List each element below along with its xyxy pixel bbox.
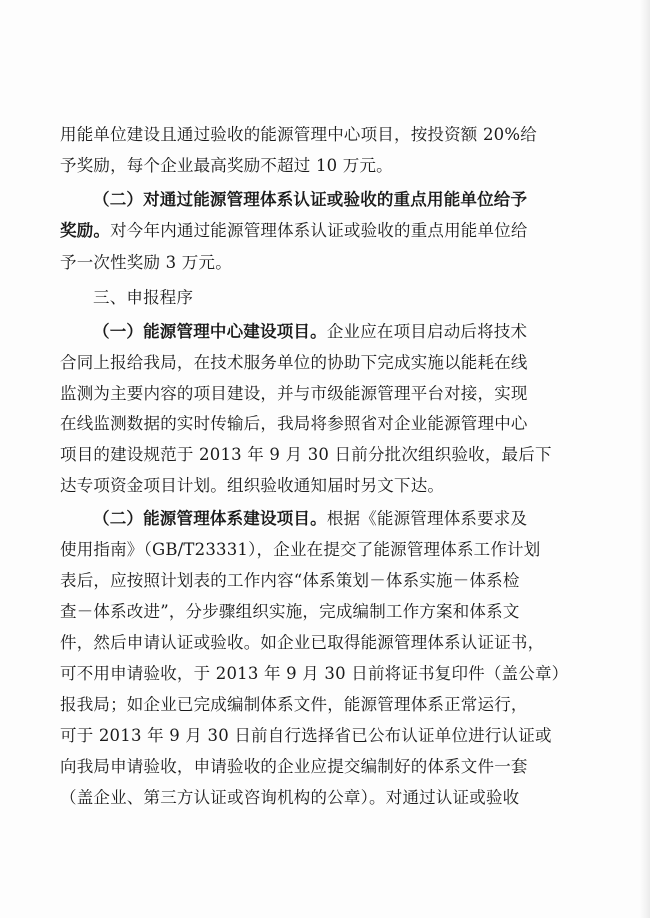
text-line: 向我局申请验收，申请验收的企业应提交编制好的体系文件一套	[60, 757, 528, 776]
section-heading-line	[93, 509, 590, 531]
text-line: 表后，应按照计划表的工作内容“体系策划－体系实施－体系检	[60, 571, 520, 590]
page-edge-shadow	[640, 0, 650, 918]
heading-rest: 企业应在项目启动后将技术	[326, 322, 528, 341]
text-line: 予一次性奖励 3 万元。	[60, 253, 232, 272]
text-line: 可于 2013 年 9 月 30 日前自行选择省已公布认证单位进行认证或	[60, 726, 552, 745]
text-line: 监测为主要内容的项目建设，并与市级能源管理平台对接，实现	[60, 384, 528, 403]
bold-heading: 奖励。	[60, 221, 111, 240]
text-line: 使用指南》（GB/T23331），企业在提交了能源管理体系工作计划	[60, 540, 541, 559]
text-line: 合同上报给我局，在技术服务单位的协助下完成实施以能耗在线	[60, 353, 528, 372]
text-line: 用能单位建设且通过验收的能源管理中心项目，按投资额 20%给	[60, 125, 537, 144]
text-line: （盖企业、第三方认证或咨询机构的公章）。对通过认证或验收	[60, 788, 520, 807]
bold-heading: （一）能源管理中心建设项目。	[93, 322, 327, 341]
text-line: 查－体系改进”，分步骤组织实施，完成编制工作方案和体系文	[60, 602, 520, 621]
heading-rest: 对今年内通过能源管理体系认证或验收的重点用能单位给	[110, 221, 528, 240]
bold-heading: （二）对通过能源管理体系认证或验收的重点用能单位给予	[93, 190, 528, 209]
text-line: 报我局；如企业已完成编制体系文件，能源管理体系正常运行，	[60, 695, 528, 714]
text-line: 予奖励，每个企业最高奖励不超过 10 万元。	[60, 156, 393, 175]
text-line: 项目的建设规范于 2013 年 9 月 30 日前分批次组织验收，最后下	[60, 445, 552, 464]
section-heading-line	[93, 190, 590, 212]
heading-rest: 根据《能源管理体系要求及	[326, 509, 528, 528]
text-line: 在线监测数据的实时传输后，我局将参照省对企业能源管理中心	[60, 414, 528, 433]
text-line: 达专项资金项目计划。组织验收通知届时另文下达。	[60, 476, 445, 495]
text-line: 件，然后申请认证或验收。如企业已取得能源管理体系认证证书，	[60, 633, 545, 652]
text-line	[60, 221, 590, 243]
text-line: 可不用申请验收，于 2013 年 9 月 30 日前将证书复印件（盖公章）	[60, 664, 569, 683]
section-title: 三、申报程序	[93, 288, 194, 307]
section-heading-line	[93, 322, 590, 344]
bold-heading: （二）能源管理体系建设项目。	[93, 509, 327, 528]
